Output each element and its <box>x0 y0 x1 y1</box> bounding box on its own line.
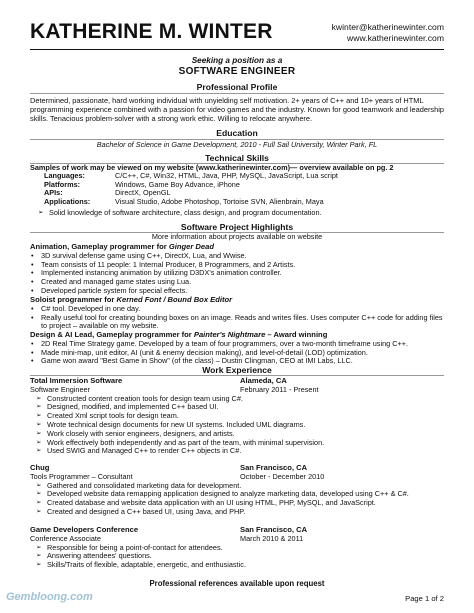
project-ginger-dead <box>30 243 444 296</box>
job-header <box>30 464 444 482</box>
skills-samples: Samples of work may be viewed on my website (www.katherinewinter.com)— overview available on pg. 2 <box>30 163 394 172</box>
profile-divider <box>30 93 444 94</box>
header-divider <box>30 49 444 50</box>
education-heading: Education <box>216 128 258 138</box>
skills-value: C/C++, C#, Win32, HTML, Java, PHP, MySQL, JavaScript, Lua script <box>115 171 338 180</box>
job-company: Total Immersion Software <box>30 376 123 385</box>
references-note: Professional references available upon request <box>149 579 325 588</box>
list-item: ➢ Work closely with senior engineers, designers, and artists. <box>36 430 444 439</box>
job-location: Alameda, CA <box>240 376 287 385</box>
email-link[interactable]: kwinter@katherinewinter.com <box>331 22 444 32</box>
skills-value: Windows, Game Boy Advance, iPhone <box>115 179 240 189</box>
job-total-immersion <box>30 377 444 456</box>
job-dates: February 2011 - Present <box>240 384 319 394</box>
list-item: • Created and managed game states using Lua. <box>30 278 444 287</box>
list-item: ➢ Used SWIG and Managed C++ to render C++ objects in C#. <box>36 447 444 456</box>
project-title: Design & AI Lead, Gameplay programmer for Painter's Nightmare – Award winning <box>30 330 328 339</box>
project-painters-nightmare <box>30 331 444 366</box>
objective-title: SOFTWARE ENGINEER <box>178 66 296 77</box>
objective-seeking: Seeking a position as a <box>191 56 283 65</box>
job-role: Software Engineer <box>30 384 91 394</box>
experience-heading: Work Experience <box>202 365 272 375</box>
projects-subheading: More information about projects available on website <box>151 232 323 241</box>
list-item: • Game won award "Best Game in Show" (of the class) – Dustin Clingman, CEO at IMI Labs, LLC. <box>30 357 444 366</box>
job-bullets <box>36 482 444 517</box>
job-bullets <box>36 395 444 457</box>
list-item: ➢ Constructed content creation tools for design team using C#. <box>36 395 444 404</box>
list-item: • Team consists of 11 people: 1 Internal Producer, 8 Programmers, and 2 Artists. <box>30 261 444 270</box>
job-company: Chug <box>30 463 50 472</box>
job-location: San Francisco, CA <box>240 525 308 534</box>
list-item: ➢ Responsible for being a point-of-contact for attendees. <box>36 544 444 553</box>
profile-heading: Professional Profile <box>196 82 278 92</box>
skills-grid <box>44 172 338 206</box>
list-item: • Really useful tool for creating bounding boxes on an image. Reads and writes files. Uses computer C++ code for adding files to project – available on my website. <box>30 314 444 332</box>
project-title: Soloist programmer for Kerned Font / Bound Box Editor <box>30 295 233 304</box>
skills-value: DirectX, OpenGL <box>115 188 171 198</box>
project-title: Animation, Gameplay programmer for Ginger Dead <box>30 242 214 251</box>
job-header <box>30 377 444 395</box>
job-role: Conference Associate <box>30 533 101 543</box>
job-chug <box>30 464 444 517</box>
profile-text: Determined, passionate, hard working individual with unyielding self motivation. 2+ years of C++ and 10+ years of HTML programming experience combined with a passion for video games and the industry. Known for good teamwork and leadership skills. Tenacious problem-solver with a strong work ethic. Willing to relocate anywhere. <box>30 96 444 124</box>
skills-value: Visual Studio, Adobe Photoshop, Tortoise SVN, Alienbrain, Maya <box>115 196 324 206</box>
skills-label: Languages: <box>44 171 85 180</box>
job-dates: March 2010 & 2011 <box>240 533 304 543</box>
list-item: • 3D survival defense game using C++, DirectX, Lua, and Wwise. <box>30 252 444 261</box>
skills-label: APIs: <box>44 188 63 198</box>
list-item: ➢ Wrote technical design documents for new UI systems. Included UML diagrams. <box>36 421 444 430</box>
job-dates: October - December 2010 <box>240 471 325 481</box>
project-kerned-font <box>30 296 444 331</box>
page-number: Page 1 of 2 <box>405 594 444 603</box>
list-item: ➢ Work effectively both independently and as part of the team, with minimal supervision. <box>36 439 444 448</box>
list-item: • C# tool. Developed in one day. <box>30 305 444 314</box>
website-link[interactable]: www.katherinewinter.com <box>347 33 444 43</box>
list-item: ➢ Answering attendees' questions. <box>36 552 444 561</box>
list-item: • Made mini-map, unit editor, AI (unit & enemy decision making), and level-of-detail (LOD) optimization. <box>30 349 444 358</box>
list-item: • Developed particle system for special effects. <box>30 287 444 296</box>
project-name: Kerned Font / Bound Box Editor <box>116 295 233 304</box>
project-bullets <box>30 340 444 366</box>
skills-row <box>44 198 338 207</box>
list-item: ➢ Created database and website data application with an UI using HTML, PHP, MySQL, and JavaScript. <box>36 499 444 508</box>
job-header <box>30 526 444 544</box>
project-name: Painter's Nightmare <box>193 330 266 339</box>
skills-row <box>44 181 338 190</box>
projects-heading: Software Project Highlights <box>180 222 294 232</box>
job-company: Game Developers Conference <box>30 525 139 534</box>
project-bullets <box>30 252 444 296</box>
job-role: Tools Programmer – Consultant <box>30 471 133 481</box>
skills-label: Applications: <box>44 196 91 206</box>
education-text: Bachelor of Science in Game Development, 2010 - Full Sail University, Winter Park, FL <box>96 140 378 149</box>
list-item: ➢ Designed, modified, and implemented C++ based UI. <box>36 403 444 412</box>
list-item: • 2D Real Time Strategy game. Developed by a team of four programmers, over a two-month timeframe using C++. <box>30 340 444 349</box>
contact-info <box>332 22 444 44</box>
project-name: Ginger Dead <box>168 242 214 251</box>
skills-label: Platforms: <box>44 179 81 189</box>
list-item: • Implemented instancing animation by utilizing D3DX's animation controller. <box>30 269 444 278</box>
watermark-logo: Gembloong.com <box>6 591 93 603</box>
skills-extra-item: ➢ Solid knowledge of software architecture, class design, and program documentation. <box>38 209 438 218</box>
project-bullets <box>30 305 444 331</box>
list-item: ➢ Developed website data remapping application designed to analyze marketing data, developed using C++ & C#. <box>36 490 444 499</box>
job-bullets <box>36 544 444 570</box>
candidate-name: KATHERINE M. WINTER <box>30 20 273 43</box>
job-gdc <box>30 526 444 570</box>
list-item: ➢ Skills/Traits of flexible, adaptable, energetic, and enthusiastic. <box>36 561 444 570</box>
skills-heading: Technical Skills <box>205 153 269 163</box>
list-item: ➢ Created Xml script tools for design team. <box>36 412 444 421</box>
job-location: San Francisco, CA <box>240 463 308 472</box>
list-item: ➢ Gathered and consolidated marketing data for development. <box>36 482 444 491</box>
skills-extra <box>38 209 438 218</box>
list-item: ➢ Created and designed a C++ based UI, using Java, and PHP. <box>36 508 444 517</box>
